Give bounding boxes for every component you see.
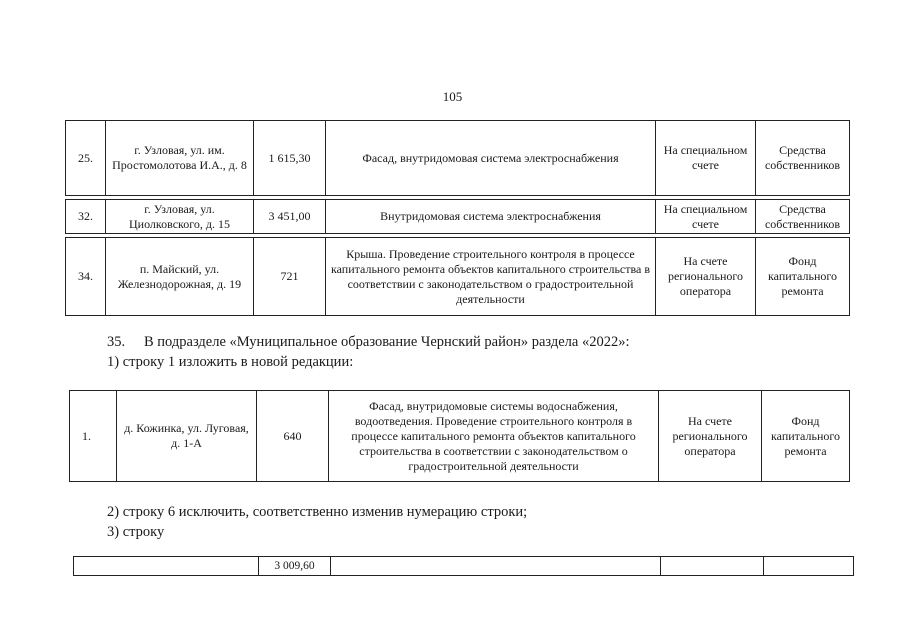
instruction-step-1: 1) строку 1 изложить в новой редакции: [107,354,354,370]
repair-table-row-25 [65,120,850,196]
works-cell: Внутридомовая система электроснабжения [326,200,656,234]
funding-source-cell: Средства собственников [756,121,850,196]
account-cell: На специальном счете [656,200,756,234]
instruction-step-2: 2) строку 6 исключить, соответственно изменив нумерацию строки; [107,504,528,520]
row-number: 34. [66,238,106,316]
funding-source-cell [764,557,854,576]
funding-source-cell: Фонд капитального ремонта [762,391,850,482]
item-35-number: 35. [107,334,126,350]
account-cell: На счете регионального оператора [659,391,762,482]
address-cell: г. Узловая, ул. им. Простомолотова И.А., д. 8 [106,121,254,196]
repair-table-new-row-1 [69,390,850,482]
account-cell: На счете регионального оператора [656,238,756,316]
account-cell [661,557,764,576]
works-cell: Фасад, внутридомовая система электроснабжения [326,121,656,196]
repair-table-partial-row [73,556,854,576]
table-row [66,200,850,234]
cost-cell: 3 451,00 [254,200,326,234]
cost-cell: 1 615,30 [254,121,326,196]
repair-table-row-32 [65,199,850,234]
cost-cell: 3 009,60 [259,557,331,576]
funding-source-cell: Фонд капитального ремонта [756,238,850,316]
row-number: 32. [66,200,106,234]
cost-cell: 721 [254,238,326,316]
repair-table-row-34 [65,237,850,316]
item-35-text: В подразделе «Муниципальное образование Чернский район» раздела «2022»: [144,334,630,350]
address-cell [74,557,259,576]
instruction-step-3: 3) строку [107,524,165,540]
table-row [66,238,850,316]
works-cell [331,557,661,576]
row-number: 25. [66,121,106,196]
address-cell: г. Узловая, ул. Циолковского, д. 15 [106,200,254,234]
address-cell: д. Кожинка, ул. Луговая, д. 1-А [117,391,257,482]
account-cell: На специальном счете [656,121,756,196]
table-row [66,121,850,196]
funding-source-cell: Средства собственников [756,200,850,234]
row-number: 1. [70,391,117,482]
address-cell: п. Майский, ул. Железнодорожная, д. 19 [106,238,254,316]
works-cell: Фасад, внутридомовые системы водоснабжения, водоотведения. Проведение строительного контроля в процессе капитального ремонта объектов капитального строительства в соответствии с законодательством о градостроительной деятельности [329,391,659,482]
works-cell: Крыша. Проведение строительного контроля в процессе капитального ремонта объектов капитального строительства в соответствии с законодательством о градостроительной деятельности [326,238,656,316]
cost-cell: 640 [257,391,329,482]
page-number: 105 [442,89,463,104]
table-row [70,391,850,482]
table-row [74,557,854,576]
